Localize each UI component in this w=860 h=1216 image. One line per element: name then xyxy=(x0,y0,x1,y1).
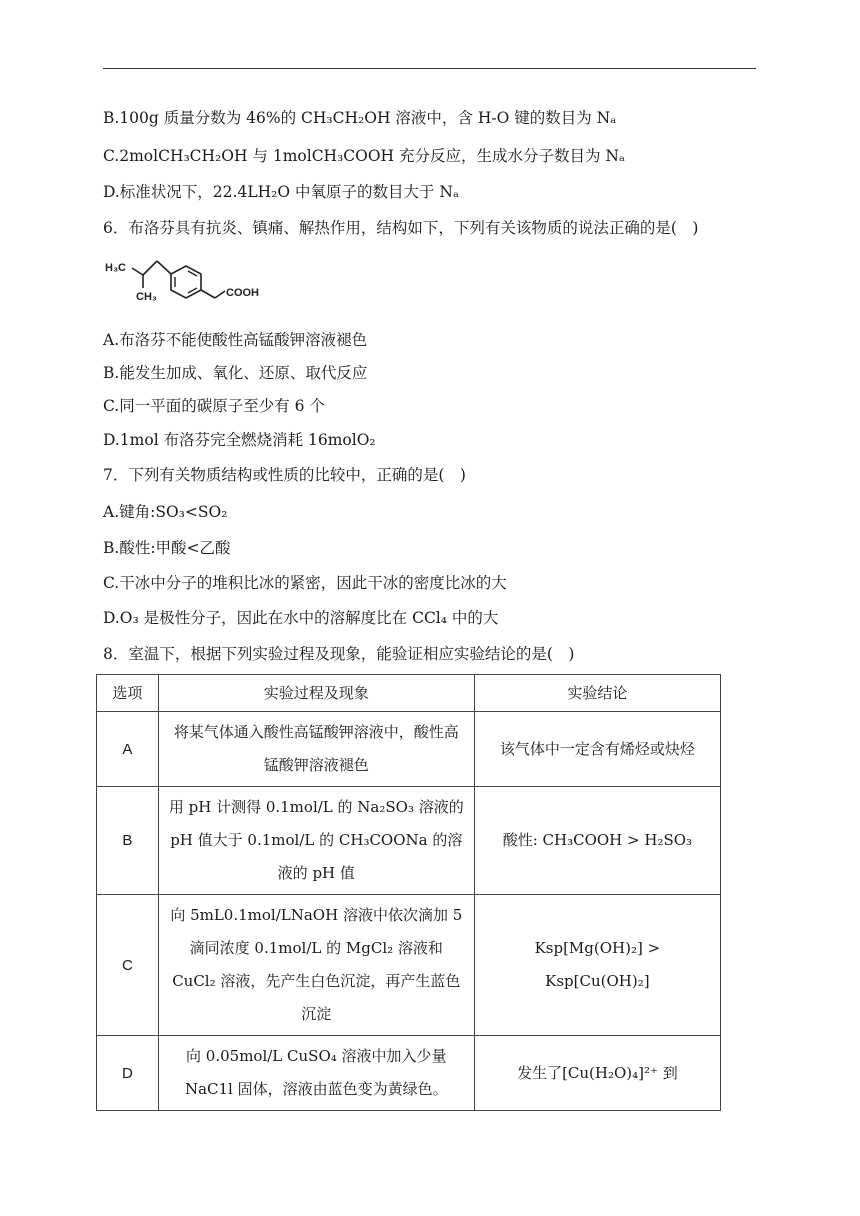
q7-option-b: B.酸性:甲酸<乙酸 xyxy=(103,539,231,557)
q7-option-c: C.干冰中分子的堆积比冰的紧密，因此干冰的密度比冰的大 xyxy=(103,574,507,592)
table-row-b xyxy=(97,787,721,895)
q6-option-d: D.1mol 布洛芬完全燃烧消耗 16molO₂ xyxy=(103,431,376,449)
row-conclusion: 该气体中一定含有烯烃或炔烃 xyxy=(474,712,720,787)
row-procedure: 向 5mL0.1mol/LNaOH 溶液中依次滴加 5 滴同浓度 0.1mol/L 的 MgCl₂ 溶液和 CuCl₂ 溶液，先产生白色沉淀，再产生蓝色沉淀 xyxy=(158,895,474,1036)
cooh-label: COOH xyxy=(226,287,259,299)
row-procedure: 用 pH 计测得 0.1mol/L 的 Na₂SO₃ 溶液的 pH 值大于 0.1mol/L 的 CH₃COONa 的溶液的 pH 值 xyxy=(158,787,474,895)
row-procedure: 将某气体通入酸性高锰酸钾溶液中，酸性高锰酸钾溶液褪色 xyxy=(158,712,474,787)
q8-table xyxy=(96,674,721,1111)
q6-option-b: B.能发生加成、氧化、还原、取代反应 xyxy=(103,364,368,382)
table-row-c xyxy=(97,895,721,1036)
q5-option-b: B.100g 质量分数为 46%的 CH₃CH₂OH 溶液中，含 H-O 键的数目为 Nₐ xyxy=(103,109,617,127)
header-option: 选项 xyxy=(97,675,159,712)
ch3-top-label: H₃C xyxy=(105,262,126,274)
row-conclusion: 酸性: CH₃COOH > H₂SO₃ xyxy=(474,787,720,895)
table-header-row xyxy=(97,675,721,712)
row-conclusion: Ksp[Mg(OH)₂] > Ksp[Cu(OH)₂] xyxy=(474,895,720,1036)
ch3-bottom-label: CH₃ xyxy=(136,291,157,303)
q5-option-d: D.标准状况下，22.4LH₂O 中氧原子的数目大于 Nₐ xyxy=(103,183,459,201)
table-row-a xyxy=(97,712,721,787)
ibuprofen-structure xyxy=(103,252,273,310)
table-row-d xyxy=(97,1036,721,1111)
q6-option-a: A.布洛芬不能使酸性高锰酸钾溶液褪色 xyxy=(103,331,368,349)
row-conclusion: 发生了[Cu(H₂O)₄]²⁺ 到 xyxy=(474,1036,720,1111)
q7-stem: 7．下列有关物质结构或性质的比较中，正确的是( ) xyxy=(103,466,466,484)
row-option: D xyxy=(97,1036,159,1111)
q6-option-c: C.同一平面的碳原子至少有 6 个 xyxy=(103,397,325,415)
header-conclusion: 实验结论 xyxy=(474,675,720,712)
q8-stem: 8．室温下，根据下列实验过程及现象，能验证相应实验结论的是( ) xyxy=(103,645,575,663)
q7-option-a: A.键角:SO₃<SO₂ xyxy=(103,503,228,521)
header-procedure: 实验过程及现象 xyxy=(158,675,474,712)
row-option: B xyxy=(97,787,159,895)
row-option: C xyxy=(97,895,159,1036)
q5-option-c: C.2molCH₃CH₂OH 与 1molCH₃COOH 充分反应，生成水分子数目为 Nₐ xyxy=(103,147,625,165)
row-procedure: 向 0.05mol/L CuSO₄ 溶液中加入少量 NaC1l 固体，溶液由蓝色变为黄绿色。 xyxy=(158,1036,474,1111)
q7-option-d: D.O₃ 是极性分子，因此在水中的溶解度比在 CCl₄ 中的大 xyxy=(103,609,499,627)
row-option: A xyxy=(97,712,159,787)
header-rule xyxy=(103,68,756,69)
q6-stem: 6．布洛芬具有抗炎、镇痛、解热作用，结构如下，下列有关该物质的说法正确的是( ) xyxy=(103,219,699,237)
